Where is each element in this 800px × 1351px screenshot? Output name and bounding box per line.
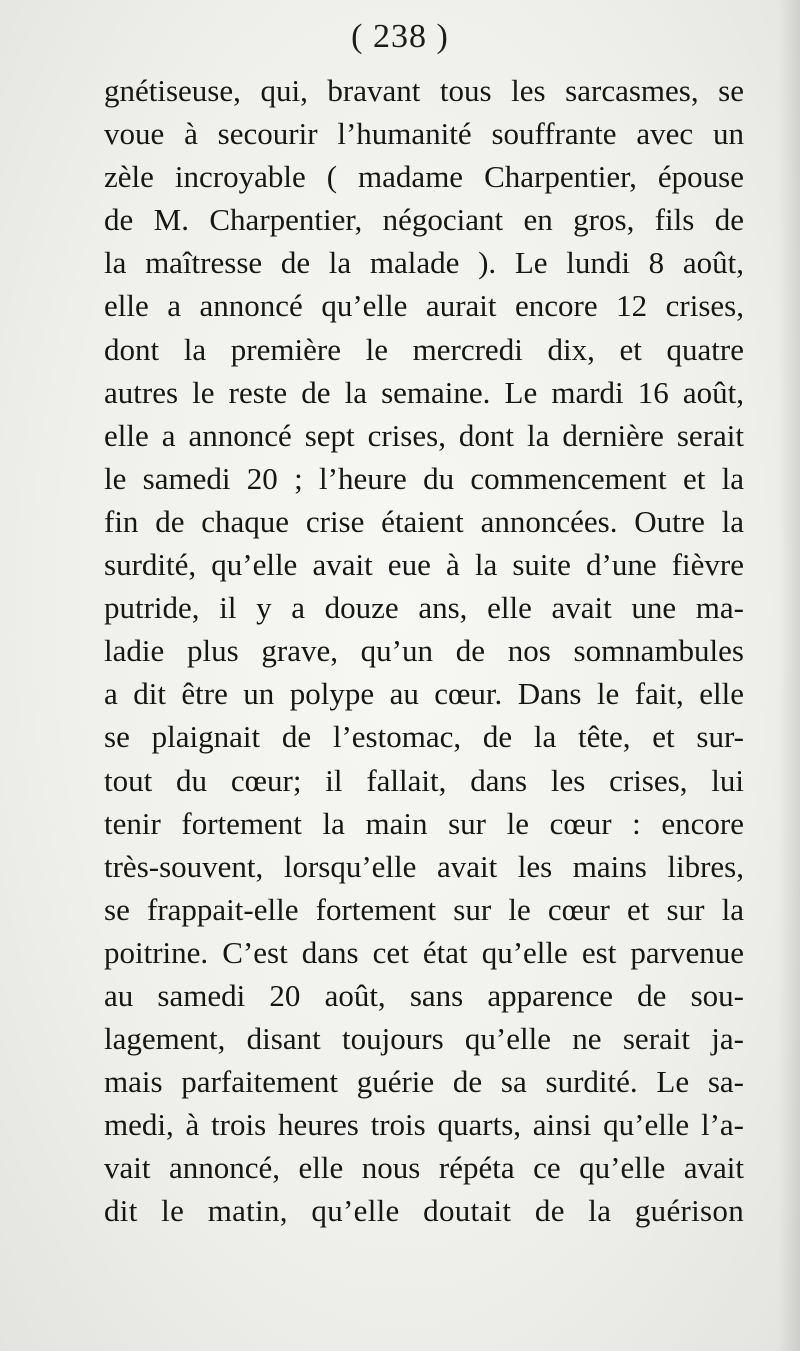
body-text	[104, 69, 744, 1233]
page-edge-shadow	[778, 0, 800, 1351]
text-line: très-souvent, lorsqu’elle avait les mains libres,	[104, 848, 744, 884]
text-line: elle a annoncé sept crises, dont la dernière serait	[104, 417, 744, 453]
text-line: dit le matin, qu’elle doutait de la guérison	[104, 1193, 744, 1229]
text-line: poitrine. C’est dans cet état qu’elle est parvenue	[104, 934, 744, 970]
text-line: vait annoncé, elle nous répéta ce qu’elle avait	[104, 1150, 744, 1186]
text-line: lagement, disant toujours qu’elle ne serait ja-	[104, 1021, 744, 1057]
text-line: medi, à trois heures trois quarts, ainsi qu’elle l’a-	[104, 1107, 744, 1143]
text-line: elle a annoncé qu’elle aurait encore 12 crises,	[104, 288, 744, 324]
text-line: se plaignait de l’estomac, de la tête, et sur-	[104, 719, 744, 755]
page-number: ( 238 )	[351, 18, 449, 55]
text-line: putride, il y a douze ans, elle avait une ma-	[104, 590, 744, 626]
text-line: voue à secourir l’humanité souffrante avec un	[104, 116, 744, 152]
text-line: autres le reste de la semaine. Le mardi 16 août,	[104, 374, 744, 410]
text-line: mais parfaitement guérie de sa surdité. Le sa-	[104, 1064, 744, 1100]
text-line: ladie plus grave, qu’un de nos somnambules	[104, 633, 744, 669]
text-line: de M. Charpentier, négociant en gros, fils de	[104, 202, 744, 238]
text-line: a dit être un polype au cœur. Dans le fait, elle	[104, 676, 744, 712]
text-line: la maîtresse de la malade ). Le lundi 8 août,	[104, 245, 744, 281]
text-line: dont la première le mercredi dix, et quatre	[104, 331, 744, 367]
text-line: fin de chaque crise étaient annoncées. Outre la	[104, 503, 744, 539]
text-line: le samedi 20 ; l’heure du commencement et la	[104, 460, 744, 496]
text-line: gnétiseuse, qui, bravant tous les sarcasmes, se	[104, 73, 744, 108]
text-line: tout du cœur; il fallait, dans les crises, lui	[104, 762, 744, 798]
text-line: se frappait-elle fortement sur le cœur et sur la	[104, 891, 744, 927]
text-line: tenir fortement la main sur le cœur : encore	[104, 805, 744, 841]
text-line: zèle incroyable ( madame Charpentier, épouse	[104, 159, 744, 195]
text-line: surdité, qu’elle avait eue à la suite d’une fièvre	[104, 547, 744, 583]
text-line: au samedi 20 août, sans apparence de sou-	[104, 977, 744, 1013]
